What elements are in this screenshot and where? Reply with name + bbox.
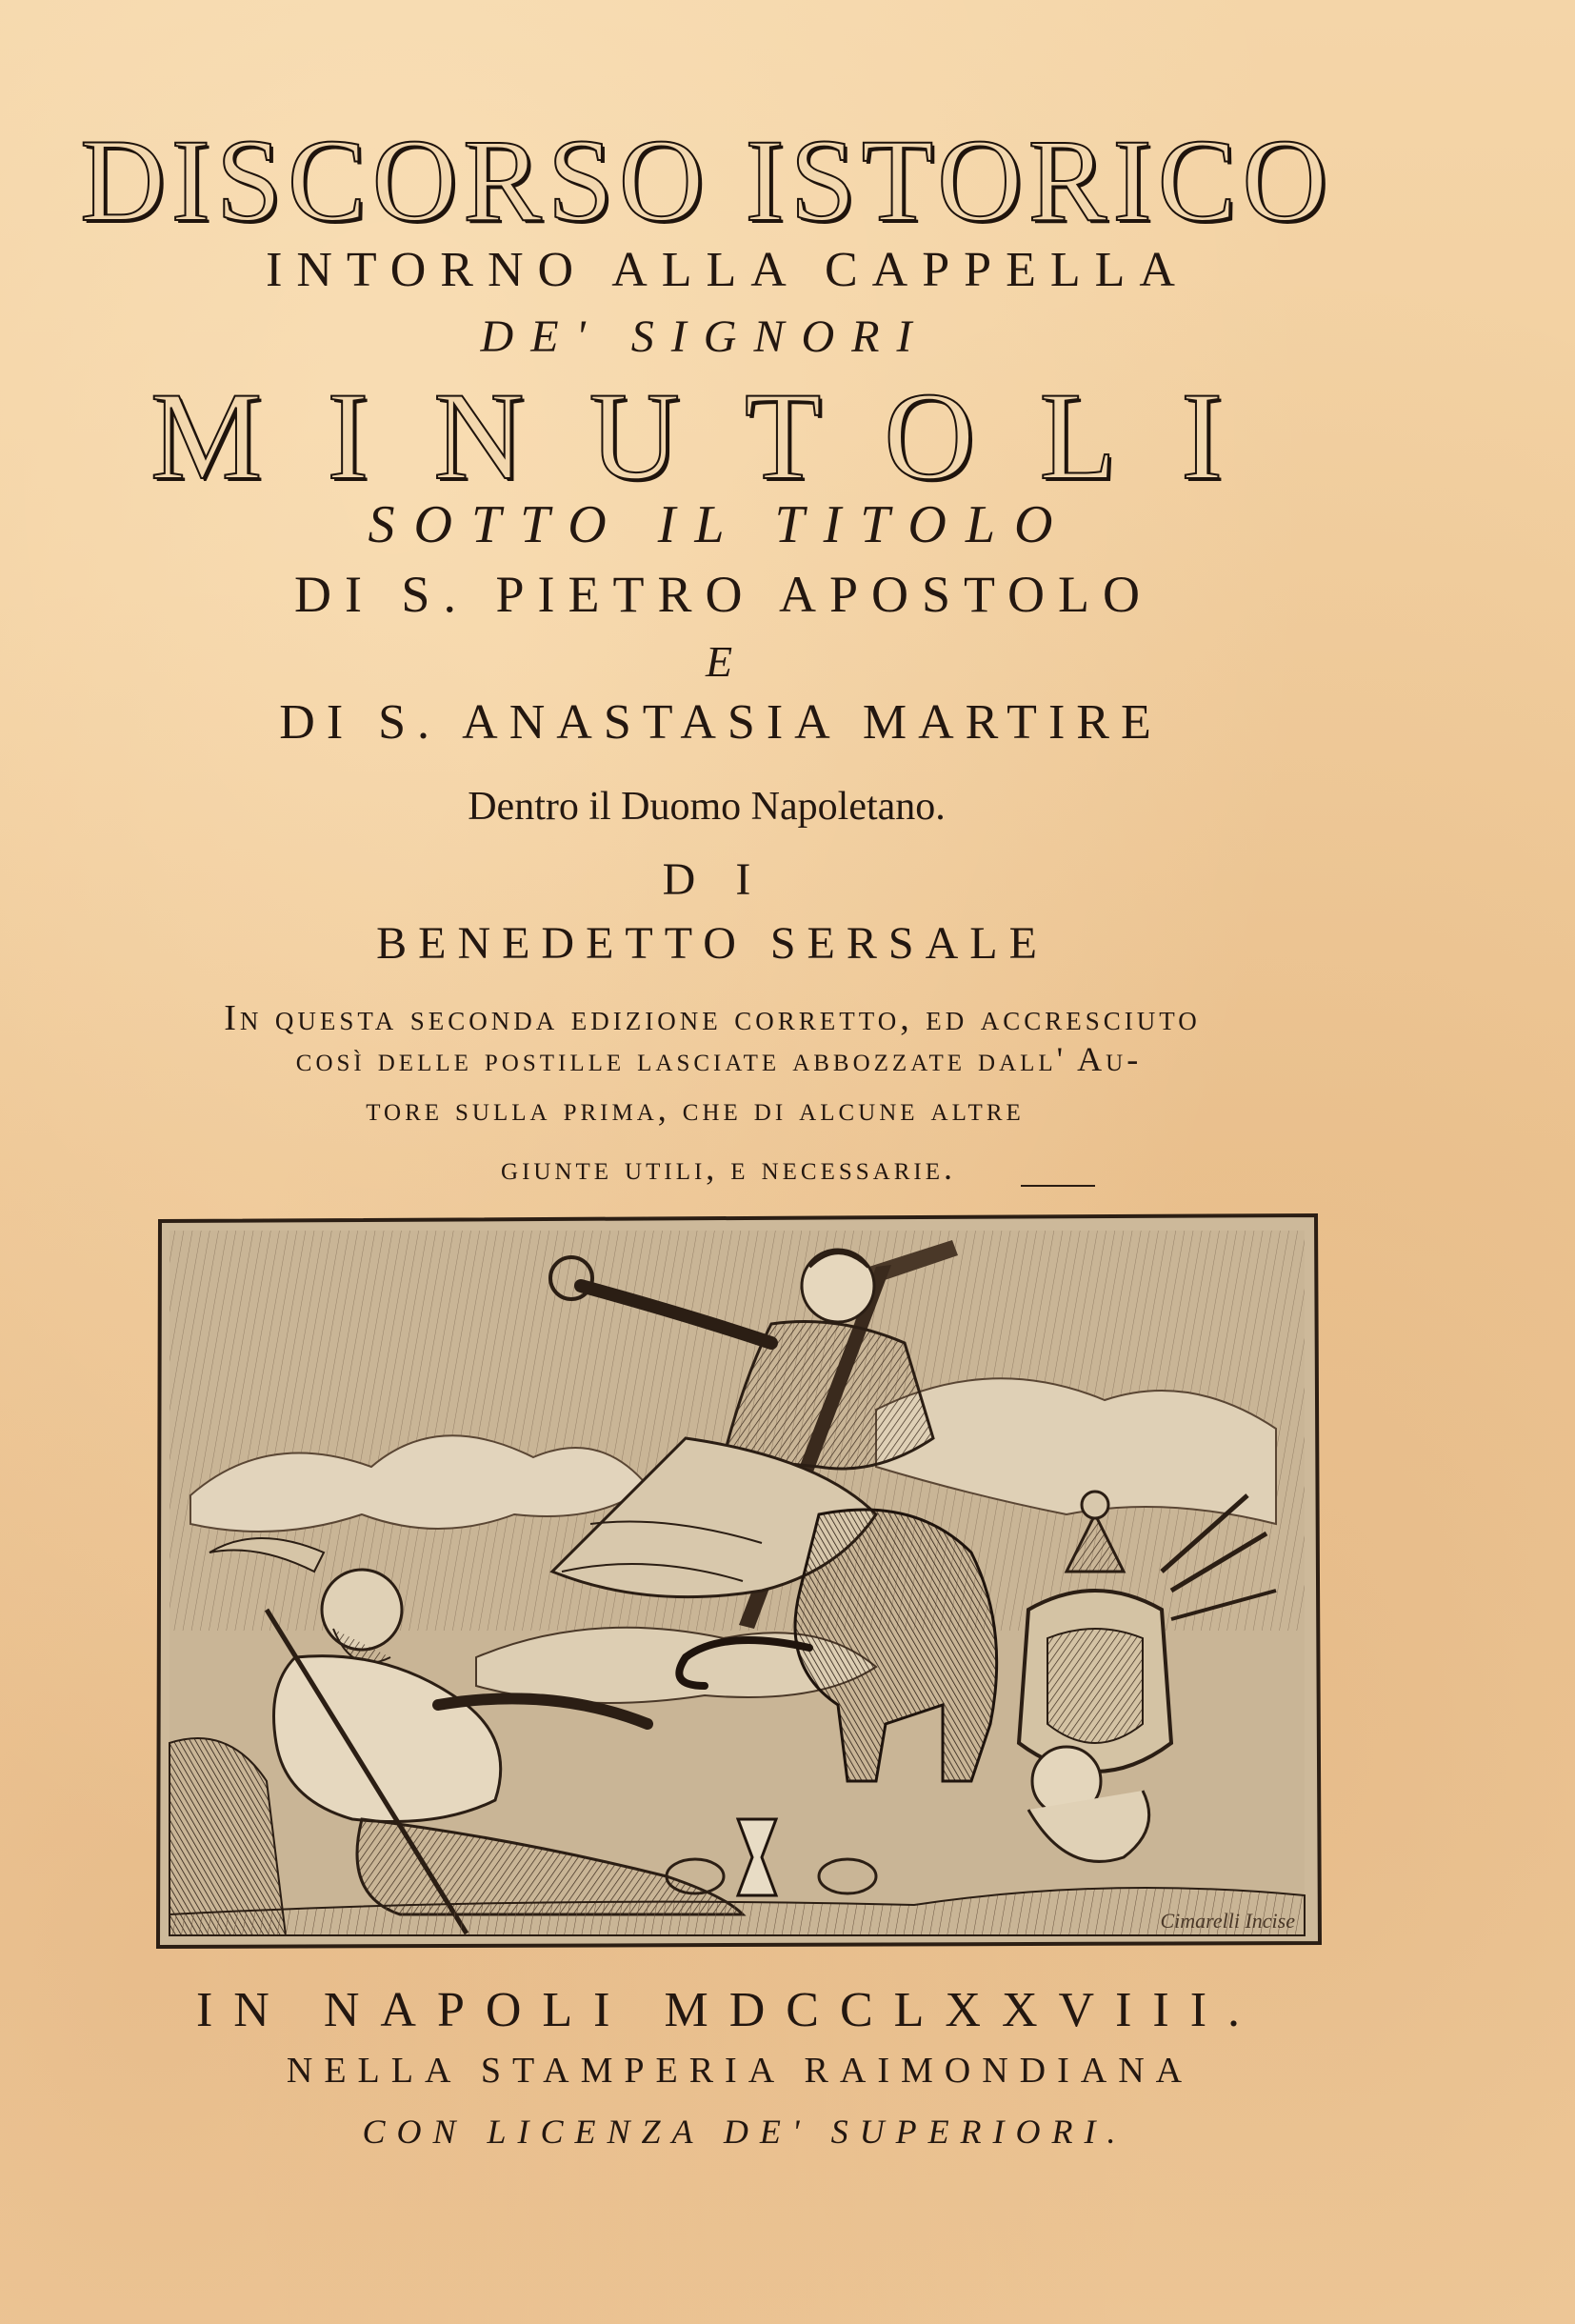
title-line-sotto-il-titolo: SOTTO IL TITOLO bbox=[368, 495, 1072, 554]
engraver-signature: Cimarelli Incise bbox=[1160, 1909, 1295, 1933]
title-line-minutoli: MINUTOLI bbox=[150, 366, 1288, 506]
title-line-de-signori: DE' SIGNORI bbox=[480, 311, 929, 362]
author-name: BENEDETTO SERSALE bbox=[376, 918, 1048, 969]
edition-note-line-1: In questa seconda edizione corretto, ed accresciuto bbox=[224, 998, 1201, 1038]
title-line-s-anastasia: DI S. ANASTASIA MARTIRE bbox=[279, 695, 1163, 750]
title-line-di: DI bbox=[662, 854, 791, 905]
imprint-printer: NELLA STAMPERIA RAIMONDIANA bbox=[286, 2051, 1194, 2091]
title-line-intorno: INTORNO ALLA CAPPELLA bbox=[266, 243, 1189, 297]
title-line-discorso-istorico: DISCORSO ISTORICO bbox=[80, 115, 1333, 246]
title-line-duomo: Dentro il Duomo Napoletano. bbox=[468, 785, 946, 829]
allegorical-engraving bbox=[152, 1210, 1324, 1953]
short-rule bbox=[1021, 1185, 1095, 1187]
title-line-s-pietro: DI S. PIETRO APOSTOLO bbox=[293, 566, 1154, 623]
title-line-e: E bbox=[705, 637, 733, 686]
edition-note-line-3: tore sulla prima, che di alcune altre bbox=[366, 1090, 1025, 1128]
engraving-illustration bbox=[152, 1210, 1324, 1953]
edition-note-line-2: così delle postille lasciate abbozzate dall' Au- bbox=[295, 1040, 1143, 1078]
edition-note-line-4: giunte utili, e necessarie. bbox=[501, 1149, 956, 1187]
imprint-license: CON LICENZA DE' SUPERIORI. bbox=[362, 2113, 1127, 2151]
imprint-city-year: IN NAPOLI MDCCLXXVIII. bbox=[195, 1983, 1262, 2037]
